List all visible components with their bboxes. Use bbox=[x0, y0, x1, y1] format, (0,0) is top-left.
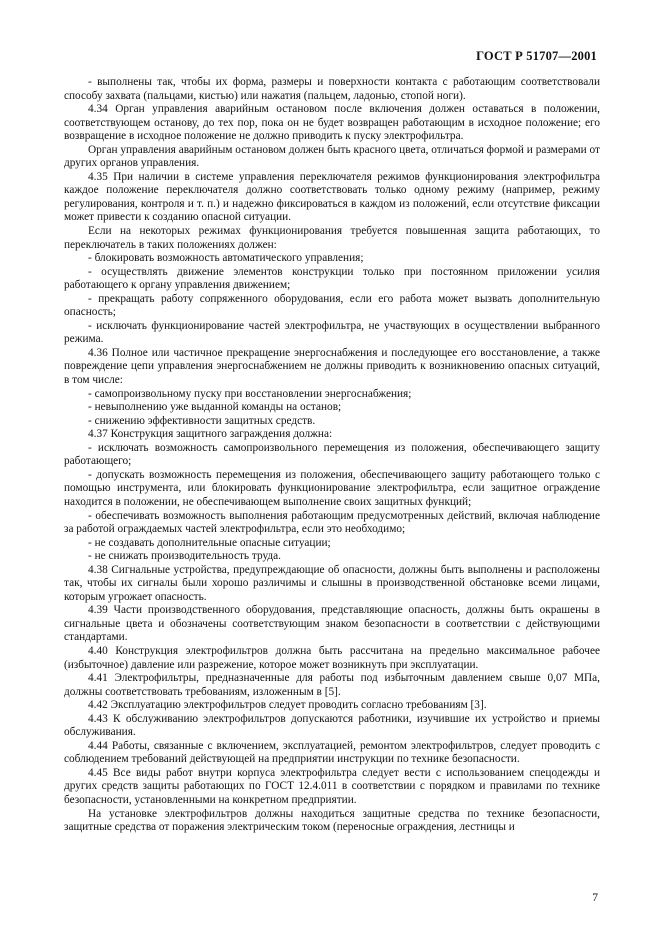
paragraph: 4.43 К обслуживанию электрофильтров допускаются работники, изучившие их устройство и приемы обслуживания. bbox=[64, 712, 600, 739]
paragraph: 4.37 Конструкция защитного заграждения должна: bbox=[88, 428, 333, 441]
paragraph: 4.35 При наличии в системе управления переключателя режимов функционирования электрофильтра каждое положение переключателя должно соответствовать только одному режиму (например, режиму регулирования, контроля и т. п.) и надежно фиксироваться в каждом из положений, если отсутствие фиксации может привести к созданию опасной ситуации. bbox=[64, 170, 600, 224]
document-body bbox=[64, 76, 600, 835]
paragraph: - невыполнению уже выданной команды на останов; bbox=[88, 401, 342, 414]
standard-code-header: ГОСТ Р 51707—2001 bbox=[476, 49, 597, 63]
paragraph: - исключать возможность самопроизвольного перемещения из положения, обеспечивающего защиту работающего; bbox=[64, 441, 600, 468]
paragraph: - обеспечивать возможность выполнения работающим предусмотренных действий, включая наблюдение за работой ограждаемых частей электрофильтра, если это необходимо; bbox=[64, 509, 600, 536]
page-number: 7 bbox=[592, 892, 598, 904]
paragraph: - допускать возможность перемещения из положения, обеспечивающего защиту работающего только с помощью инструмента, или блокировать функционирование электрофильтра, если защитное ограждение находится в положении, не обеспечивающем выполнение своих защитных функций; bbox=[64, 468, 600, 508]
paragraph: 4.40 Конструкция электрофильтров должна быть рассчитана на предельно максимальное рабочее (избыточное) давление или разрежение, которое может возникнуть при эксплуатации. bbox=[64, 644, 600, 671]
paragraph: - исключать функционирование частей электрофильтра, не участвующих в осуществлении выбранного режима. bbox=[64, 319, 600, 346]
paragraph: - не создавать дополнительные опасные ситуации; bbox=[88, 536, 331, 549]
paragraph: Орган управления аварийным остановом должен быть красного цвета, отличаться формой и размерами от других органов управления. bbox=[64, 143, 600, 170]
paragraph: 4.41 Электрофильтры, предназначенные для работы под избыточным давлением свыше 0,07 МПа, должны соответствовать требованиям, изложенным в [5]. bbox=[64, 672, 600, 698]
paragraph: - осуществлять движение элементов конструкции только при постоянном приложении усилия работающего к органу управления движением; bbox=[64, 265, 600, 292]
paragraph: - выполнены так, чтобы их форма, размеры и поверхности контакта с работающим соответствовали способу захвата (пальцами, кистью) или нажатия (пальцем, ладонью, стопой ноги). bbox=[64, 76, 600, 102]
paragraph: 4.39 Части производственного оборудования, представляющие опасность, должны быть окрашены в сигнальные цвета и обозначены соответствующим знаком безопасности в соответствии с действующими стандартами. bbox=[64, 604, 600, 644]
paragraph: На установке электрофильтров должны находиться защитные средства по технике безопасности, защитные средства от поражения электрическим током (переносные ограждения, лестницы и bbox=[64, 807, 600, 834]
paragraph: - не снижать производительность труда. bbox=[88, 550, 281, 563]
paragraph: 4.36 Полное или частичное прекращение энергоснабжения и последующее его восстановление, а также повреждение цепи управления энергоснабжением не должны приводить к возникновению опасных ситуаций, в том числе: bbox=[64, 346, 600, 387]
paragraph: - снижению эффективности защитных средств. bbox=[88, 414, 316, 427]
paragraph: 4.42 Эксплуатацию электрофильтров следует проводить согласно требованиям [3]. bbox=[88, 699, 487, 712]
paragraph: 4.44 Работы, связанные с включением, эксплуатацией, ремонтом электрофильтров, следует проводить с соблюдением требований действующей на предприятии инструкции по технике безопасности. bbox=[64, 739, 600, 766]
paragraph: - блокировать возможность автоматического управления; bbox=[88, 252, 364, 265]
paragraph: 4.38 Сигнальные устройства, предупреждающие об опасности, должны быть выполнены и расположены так, чтобы их сигналы были хорошо различимы и слышны в производственной обстановке всеми лицами, которым угрожает опасность. bbox=[64, 563, 600, 603]
paragraph: 4.34 Орган управления аварийным остановом после включения должен оставаться в положении, соответствующем останову, до тех пор, пока он не будет возвращен работающим в исходное положение; его возвращение в исходное положение не должно приводить к пуску электрофильтра. bbox=[64, 103, 600, 143]
paragraph: Если на некоторых режимах функционирования требуется повышенная защита работающих, то переключатель в таких положениях должен: bbox=[64, 225, 600, 251]
paragraph: 4.45 Все виды работ внутри корпуса электрофильтра следует вести с использованием спецодежды и других средств защиты работающих по ГОСТ 12.4.011 в соответствии с порядком и правилами по технике безопасности, установленными на конкретном предприятии. bbox=[64, 766, 600, 806]
paragraph: - прекращать работу сопряженного оборудования, если его работа может вызвать дополнительную опасность; bbox=[64, 292, 600, 319]
paragraph: - самопроизвольному пуску при восстановлении энергоснабжения; bbox=[88, 387, 412, 400]
